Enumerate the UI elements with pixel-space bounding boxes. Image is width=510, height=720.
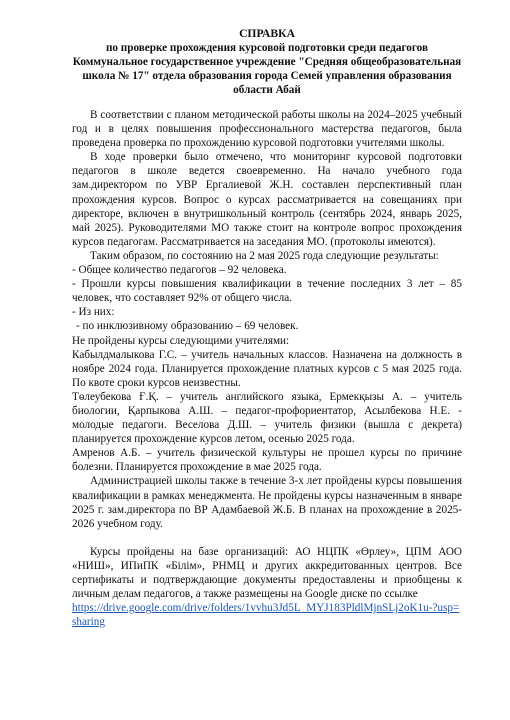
list-item-total: - Общее количество педагогов – 92 человека. — [72, 264, 287, 277]
paragraph-administration: Администрацией школы также в течение 3-х лет пройдены курсы повышения квалификации в рамках менеджмента. Не пройдены курсы назначенным в январе 2025 г. зам.директора по ВР Адамбаевой Ж.Б. В планах на прохождение в 2025-2026 учебном году. — [72, 475, 462, 530]
paragraph-monitoring: В ходе проверки было отмечено, что мониторинг курсовой подготовки педагогов в школе ведется своевременно. На начало учебного года зам.директором по УВР Ергалиевой Ж.Н. составлен перспективный план прохождения курсов. Вопрос о курсах рассматривается на совещаниях при директоре, включен в внутришкольный контроль (сентябрь 2024, январь 2025, май 2025). Руководителями МО также стоит на контроле вопрос прохождения курсов педагогам. Рассматривается на заседания МО. (протоколы имеются). — [72, 151, 462, 248]
spacer — [72, 531, 462, 545]
list-item-passed: - Прошли курсы повышения квалификации в течение последних 3 лет – 85 человек, что составляет 92% от общего числа. — [72, 278, 462, 305]
org-line-1: Коммунальное государственное учреждение "Средняя общеобразовательная — [72, 56, 462, 68]
list-item-inclusive: - по инклюзивному образованию – 69 человек. — [76, 320, 299, 333]
drive-link-line — [72, 601, 462, 629]
document-title: СПРАВКА — [239, 27, 295, 40]
paragraph-teachers-2: Төлеубекова Ғ.Қ. – учитель английского языка, Ермекқызы А. – учитель биологии, Қарпыкова А.Ш. – педагог-профориентатор, Асылбекова Н.Е. - молодые педагоги. Веселова Д.Ш. – учитель физики (вышла с декрета) планируется прохождение курсов летом, осенью 2025 года. — [72, 390, 462, 446]
paragraph-results-intro: Таким образом, по состоянию на 2 мая 2025 года следующие результаты: — [90, 249, 439, 262]
list-item-of-them: - Из них: — [72, 306, 115, 319]
document-header — [72, 27, 462, 97]
paragraph-teacher-3: Амренов А.Б. – учитель физической культуры не прошел курсы по причине болезни. Планируется прохождение в мае 2025 года. — [72, 447, 462, 474]
org-line-3: области Абай — [233, 84, 301, 96]
document-body — [72, 108, 462, 629]
paragraph-organizations: Курсы пройдены на базе организаций: АО НЦПК «Өрлеу», ЦПМ АОО «НИШ», ИПиПК «Білім», РНМЦ и других аккредитованных центров. Все сертификаты и подтверждающие документы предоставлены и приобщены к личным делам педагогов, а также размещены на Google диске по ссылке — [72, 545, 462, 601]
document-subtitle: по проверке прохождения курсовой подготовки среди педагогов — [105, 42, 429, 54]
paragraph-intro: В соответствии с планом методической работы школы на 2024–2025 учебный год и в целях повышения профессионального мастерства педагогов, была проведена проверка по прохождению курсовой подготовки учителями школы. — [72, 109, 462, 150]
paragraph-teacher-1: Кабылдмалыкова Г.С. – учитель начальных классов. Назначена на должность в ноябре 2024 года. Планируется прохождение платных курсов с 5 мая 2025 года. По квоте сроки курсов неизвестны. — [72, 348, 462, 389]
paragraph-not-passed-heading: Не пройдены курсы следующими учителями: — [72, 334, 290, 347]
org-line-2: школа № 17" отдела образования города Семей управления образования — [82, 70, 452, 82]
google-drive-link[interactable]: https://drive.google.com/drive/folders/1vvhu3Jd5L_MYJ183PldlMjnSLj2oK1u-?usp=sharing — [72, 602, 460, 629]
